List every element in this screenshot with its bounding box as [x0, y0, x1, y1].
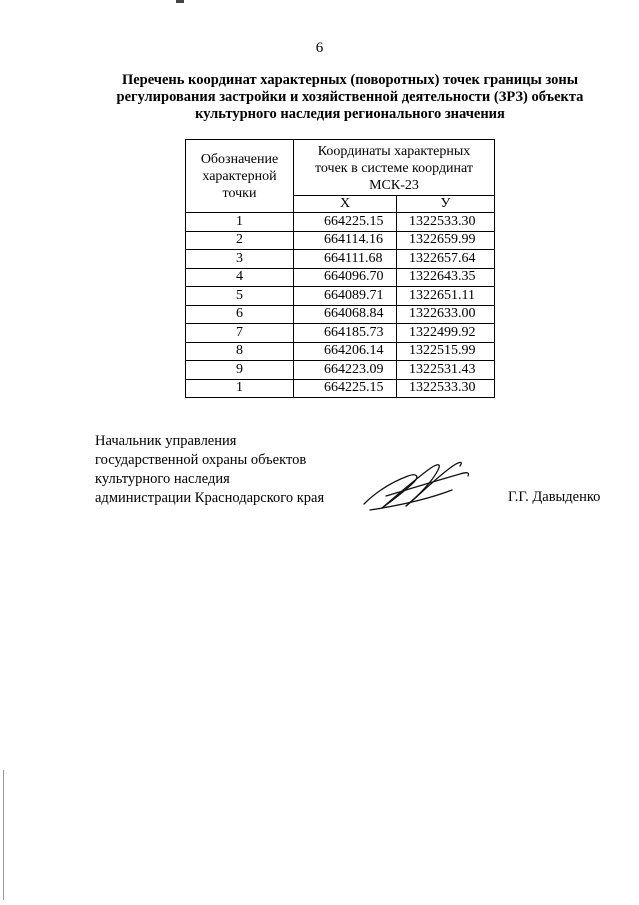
page-number: 6 [315, 40, 324, 56]
point-cell: 1 [186, 213, 294, 232]
header-line: Обозначение [200, 151, 279, 167]
x-cell: 664225.15 [294, 379, 397, 398]
header-line: характерной [202, 168, 277, 184]
table-row [186, 287, 495, 306]
y-cell: 1322533.30 [397, 379, 495, 398]
document-title [100, 72, 600, 123]
table-row [186, 213, 495, 232]
point-cell: 4 [186, 268, 294, 287]
y-cell: 1322633.00 [397, 305, 495, 324]
y-cell: 1322659.99 [397, 231, 495, 250]
point-cell: 1 [186, 379, 294, 398]
coordinates-table [185, 139, 495, 398]
header-line: МСК-23 [369, 178, 419, 193]
point-cell: 8 [186, 342, 294, 361]
signer-position-line: администрации Краснодарского края [95, 490, 325, 506]
x-cell: 664206.14 [294, 342, 397, 361]
y-cell: 1322531.43 [397, 361, 495, 380]
x-cell: 664111.68 [294, 250, 397, 269]
signer-position-line: культурного наследия [95, 471, 230, 487]
table-row [186, 268, 495, 287]
point-cell: 3 [186, 250, 294, 269]
y-cell: 1322651.11 [397, 287, 495, 306]
table-row [186, 324, 495, 343]
x-cell: 664089.71 [294, 287, 397, 306]
x-cell: 664096.70 [294, 268, 397, 287]
point-cell: 5 [186, 287, 294, 306]
header-line: точек в системе координат [314, 161, 474, 176]
point-cell: 2 [186, 231, 294, 250]
y-cell: 1322643.35 [397, 268, 495, 287]
signer-position-line: государственной охраны объектов [95, 452, 307, 468]
scan-mark [176, 0, 184, 3]
table-row [186, 379, 495, 398]
table-row [186, 250, 495, 269]
point-cell: 6 [186, 305, 294, 324]
signer-name: Г.Г. Давыденко [508, 489, 601, 505]
y-cell: 1322515.99 [397, 342, 495, 361]
title-line: Перечень координат характерных (поворотных) точек границы зоны [121, 72, 579, 88]
table-row [186, 231, 495, 250]
table-row [186, 305, 495, 324]
scan-edge-line [3, 770, 4, 900]
header-point-designation [186, 140, 294, 213]
x-cell: 664225.15 [294, 213, 397, 232]
header-line: точки [222, 185, 257, 201]
point-cell: 7 [186, 324, 294, 343]
x-cell: 664114.16 [294, 231, 397, 250]
x-cell: 664223.09 [294, 361, 397, 380]
y-cell: 1322657.64 [397, 250, 495, 269]
title-line: культурного наследия регионального значения [195, 106, 505, 122]
point-cell: 9 [186, 361, 294, 380]
table-row [186, 342, 495, 361]
title-line: регулирования застройки и хозяйственной деятельности (ЗРЗ) объекта [116, 89, 584, 105]
x-cell: 664068.84 [294, 305, 397, 324]
y-cell: 1322499.92 [397, 324, 495, 343]
header-coordinates [294, 140, 495, 196]
header-y: У [397, 196, 495, 213]
x-cell: 664185.73 [294, 324, 397, 343]
handwritten-signature [356, 452, 476, 522]
table-row [186, 361, 495, 380]
header-x: Х [294, 196, 397, 213]
signer-position-line: Начальник управления [95, 433, 237, 449]
header-line: Координаты характерных [317, 144, 471, 159]
signer-position [95, 432, 324, 508]
y-cell: 1322533.30 [397, 213, 495, 232]
